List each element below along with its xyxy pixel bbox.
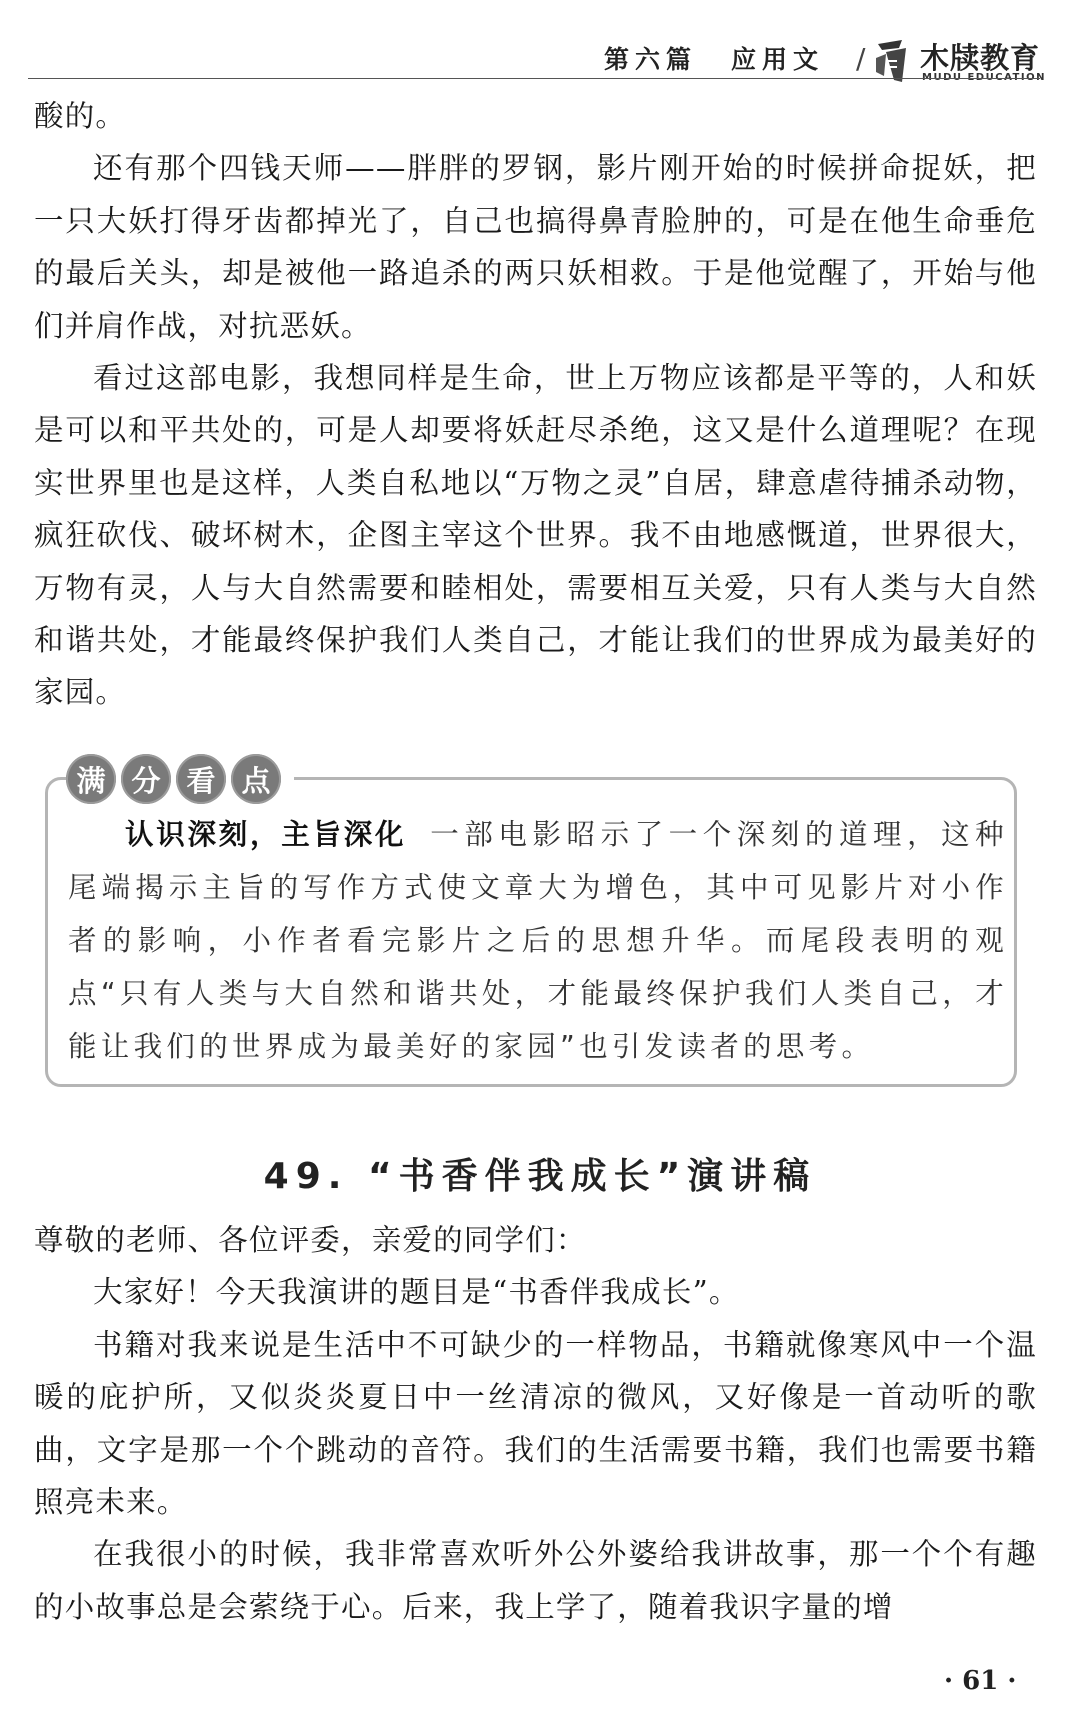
section-title: 49. “书香伴我成长”演讲稿 <box>263 1156 817 1197</box>
tag-char: 分 <box>121 754 171 804</box>
brand-name-en: MUDU EDUCATION <box>922 72 1046 83</box>
page-number: · 61 · <box>944 1666 1017 1696</box>
tag-char: 满 <box>66 754 116 804</box>
salutation: 尊敬的老师、各位评委，亲爱的同学们： <box>34 1223 587 1257</box>
paragraph: 还有那个四钱天师——胖胖的罗钢，影片刚开始的时候拼命捉妖，把一只大妖打得牙齿都掉光了，自己也搞得鼻青脸肿的，可是在他生命垂危的最后关头，却是被他一路追杀的两只妖相救。于是他觉醒了，开始与他们并肩作战，对抗恶妖。 <box>34 151 1037 343</box>
tag-char: 看 <box>176 754 226 804</box>
speech-body <box>34 1214 1037 1633</box>
highlight-body: 一部电影昭示了一个深刻的道理，这种尾端揭示主旨的写作方式使文章大为增色，其中可见影片对小作者的影响，小作者看完影片之后的思想升华。而尾段表明的观点“只有人类与大自然和谐共处，才能最终保护我们人类自己，才能让我们的世界成为最美好的家园”也引发读者的思考。 <box>68 818 1008 1063</box>
header-rule <box>28 78 1040 79</box>
paragraph: 看过这部电影，我想同样是生命，世上万物应该都是平等的，人和妖是可以和平共处的，可是人却要将妖赶尽杀绝，这又是什么道理呢？在现实世界里也是这样，人类自私地以“万物之灵”自居，肆意虐待捕杀动物，疯狂砍伐、破坏树木，企图主宰这个世界。我不由地感慨道，世界很大，万物有灵，人与大自然需要和睦相处，需要相互关爱，只有人类与大自然和谐共处，才能最终保护我们人类自己，才能让我们的世界成为最美好的家园。 <box>34 361 1037 710</box>
highlight-content <box>68 808 1008 1073</box>
brand-name: 木牍教育 <box>920 41 1041 75</box>
paragraph: 书籍对我来说是生活中不可缺少的一样物品，书籍就像寒风中一个温暖的庇护所，又似炎炎夏日中一丝清凉的微风，又好像是一首动听的歌曲，文字是那一个个跳动的音符。我们的生活需要书籍，我们也需要书籍照亮未来。 <box>34 1327 1037 1520</box>
paragraph: 大家好！今天我演讲的题目是“书香伴我成长”。 <box>93 1275 740 1310</box>
section-label: 应用文 <box>731 45 825 74</box>
tag-char: 点 <box>231 754 281 804</box>
paragraph: 酸的。 <box>34 99 127 133</box>
running-header <box>604 40 824 76</box>
highlight-heading: 认识深刻，主旨深化 <box>125 818 407 851</box>
header-divider: / <box>856 42 866 75</box>
article-continuation <box>34 90 1037 719</box>
chapter-label: 第六篇 <box>604 45 698 74</box>
paragraph: 在我很小的时候，我非常喜欢听外公外婆给我讲故事，那一个个有趣的小故事总是会萦绕于心。后来，我上学了，随着我识字量的增 <box>34 1537 1037 1624</box>
highlight-tag <box>66 750 294 808</box>
